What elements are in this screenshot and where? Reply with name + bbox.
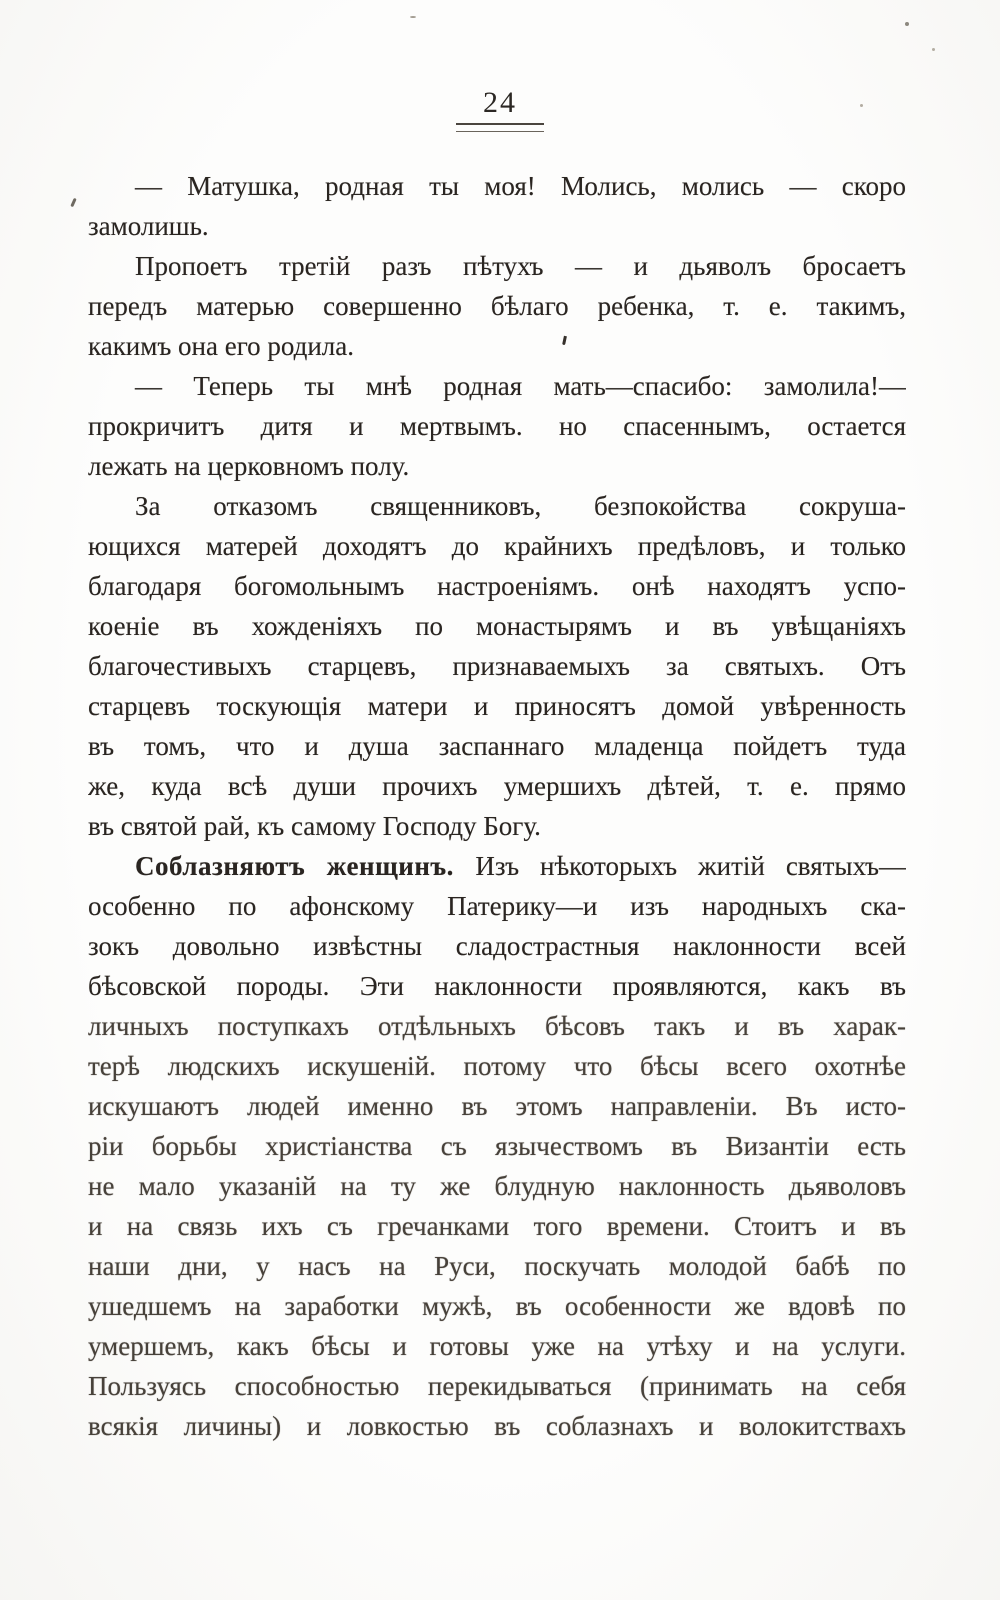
text-line: Пропоетъ третій разъ пѣтухъ — и дьяволъ бросаетъ — [135, 251, 906, 281]
page-number: 24 — [483, 86, 517, 119]
text-line: какимъ она его родила. — [88, 331, 354, 361]
paragraph — [88, 166, 906, 246]
text-line: въ святой рай, къ самому Господу Богу. — [88, 811, 541, 841]
text-line: искушаютъ людей именно въ этомъ направленіи. Въ исто- — [88, 1091, 906, 1121]
text-line: ушедшемъ на заработки мужѣ, въ особенности же вдовѣ по — [88, 1291, 906, 1321]
text-line: коеніе въ хожденіяхъ по монастырямъ и въ увѣщаніяхъ — [88, 611, 906, 641]
scan-speck — [905, 22, 909, 26]
text-line: не мало указаній на ту же блудную наклонность дьяволовъ — [88, 1171, 906, 1201]
text-line: Пользуясь способностью перекидываться (принимать на себя — [88, 1371, 906, 1401]
text-line: терѣ людскихъ искушеній. потому что бѣсы всего охотнѣе — [88, 1051, 906, 1081]
text-line: наши дни, у насъ на Руси, поскучать молодой бабѣ по — [88, 1251, 906, 1281]
text-line: ріи борьбы христіанства съ язычествомъ въ Византіи есть — [88, 1131, 906, 1161]
text-line: замолишь. — [88, 211, 209, 241]
scan-speck — [410, 16, 416, 18]
text-line — [88, 846, 906, 886]
paragraph-run-head: Соблазняютъ женщинъ. — [135, 851, 476, 881]
paragraph — [88, 846, 906, 1446]
text-line: благодаря богомольнымъ настроеніямъ. онѣ находятъ успо- — [88, 571, 906, 601]
scan-speck — [860, 104, 863, 107]
page-number-rule — [456, 123, 544, 132]
scan-speck — [70, 198, 76, 207]
text-line: же, куда всѣ души прочихъ умершихъ дѣтей, т. е. прямо — [88, 771, 906, 801]
page-header — [0, 0, 1000, 132]
text-line: въ томъ, что и душа заспаннаго младенца пойдетъ туда — [88, 731, 906, 761]
text-line: старцевъ тоскующія матери и приносятъ домой увѣренность — [88, 691, 906, 721]
text-block — [88, 166, 906, 1446]
text-line: всякія личины) и ловкостью въ соблазнахъ и волокитствахъ — [88, 1411, 906, 1441]
paragraph — [88, 246, 906, 366]
text-line: За отказомъ священниковъ, безпокойства сокруша- — [135, 491, 906, 521]
text-line: личныхъ поступкахъ отдѣльныхъ бѣсовъ такъ и въ харак- — [88, 1011, 906, 1041]
text-line: ющихся матерей доходятъ до крайнихъ предѣловъ, и только — [88, 531, 906, 561]
paragraph — [88, 366, 906, 486]
text-line: прокричитъ дитя и мертвымъ. но спасеннымъ, остается — [88, 411, 906, 441]
text-line: умершемъ, какъ бѣсы и готовы уже на утѣху и на услуги. — [88, 1331, 906, 1361]
text-line: особенно по афонскому Патерику—и изъ народныхъ ска- — [88, 891, 906, 921]
line-text: Изъ нѣкоторыхъ житій святыхъ— — [475, 851, 906, 881]
paragraph — [88, 486, 906, 846]
scan-speck — [932, 48, 935, 51]
text-line: и на связь ихъ съ гречанками того времени. Стоитъ и въ — [88, 1211, 906, 1241]
text-line: благочестивыхъ старцевъ, признаваемыхъ за святыхъ. Отъ — [88, 651, 906, 681]
text-line: — Теперь ты мнѣ родная мать—спасибо: замолила!— — [135, 371, 906, 401]
text-line: лежать на церковномъ полу. — [88, 451, 410, 481]
text-line: бѣсовской породы. Эти наклонности проявляются, какъ въ — [88, 971, 906, 1001]
text-line: зокъ довольно извѣстны сладострастныя наклонности всей — [88, 931, 906, 961]
text-line: — Матушка, родная ты моя! Молись, молись — скоро — [135, 171, 906, 201]
text-line: передъ матерью совершенно бѣлаго ребенка, т. е. такимъ, — [88, 291, 906, 321]
